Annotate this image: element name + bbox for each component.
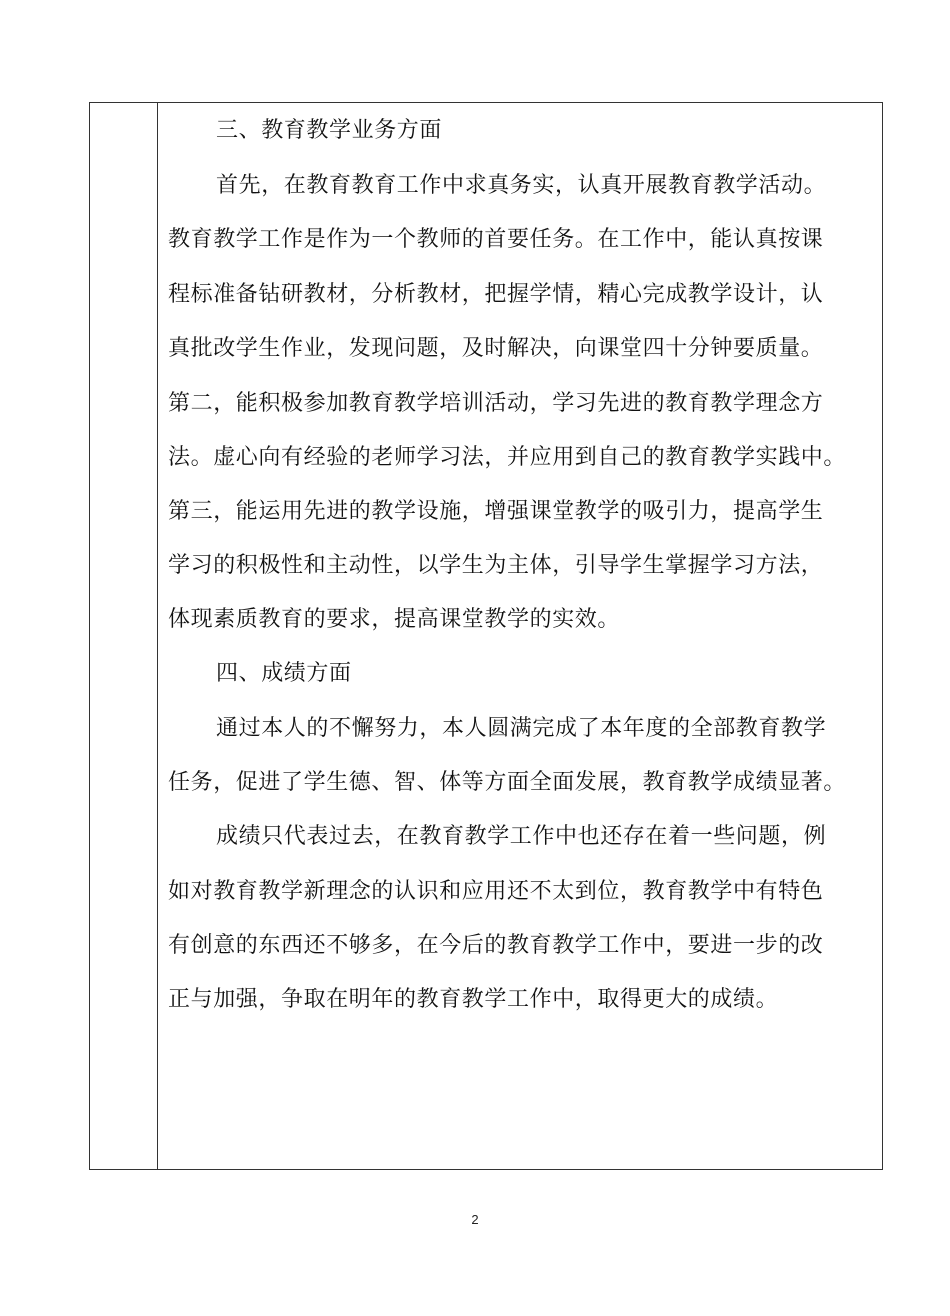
- paragraph-line: 学习的积极性和主动性，以学生为主体，引导学生掌握学习方法，: [168, 553, 824, 578]
- paragraph-line: 通过本人的不懈努力，本人圆满完成了本年度的全部教育教学: [216, 716, 827, 741]
- paragraph-line: 第二，能积极参加教育教学培训活动，学习先进的教育教学理念方: [168, 391, 824, 416]
- form-table: [89, 102, 883, 1170]
- paragraph-line: 正与加强，争取在明年的教育教学工作中，取得更大的成绩。: [168, 987, 779, 1012]
- paragraph-line: 真批改学生作业，发现问题，及时解决，向课堂四十分钟要质量。: [168, 336, 824, 361]
- paragraph-line: 第三，能运用先进的教学设施，增强课堂教学的吸引力，提高学生: [168, 499, 824, 524]
- paragraph-line: 成绩只代表过去，在教育教学工作中也还存在着一些问题，例: [216, 824, 827, 849]
- paragraph-line: 教育教学工作是作为一个教师的首要任务。在工作中，能认真按课: [168, 227, 824, 252]
- paragraph-line: 如对教育教学新理念的认识和应用还不太到位，教育教学中有特色: [168, 879, 824, 904]
- section-heading-3: 三、教育教学业务方面: [216, 118, 443, 143]
- label-column: [90, 103, 158, 1169]
- paragraph-line: 程标准备钻研教材，分析教材，把握学情，精心完成教学设计，认: [168, 282, 824, 307]
- section-heading-4: 四、成绩方面: [216, 661, 352, 686]
- paragraph-line: 体现素质教育的要求，提高课堂教学的实效。: [168, 607, 621, 632]
- paragraph-line: 任务，促进了学生德、智、体等方面全面发展，教育教学成绩显著。: [168, 770, 847, 795]
- paragraph-line: 首先，在教育教育工作中求真务实，认真开展教育教学活动。: [216, 173, 827, 198]
- paragraph-line: 有创意的东西还不够多，在今后的教育教学工作中，要进一步的改: [168, 933, 824, 958]
- paragraph-line: 法。虚心向有经验的老师学习法，并应用到自己的教育教学实践中。: [168, 445, 847, 470]
- page-number: 2: [471, 1212, 479, 1227]
